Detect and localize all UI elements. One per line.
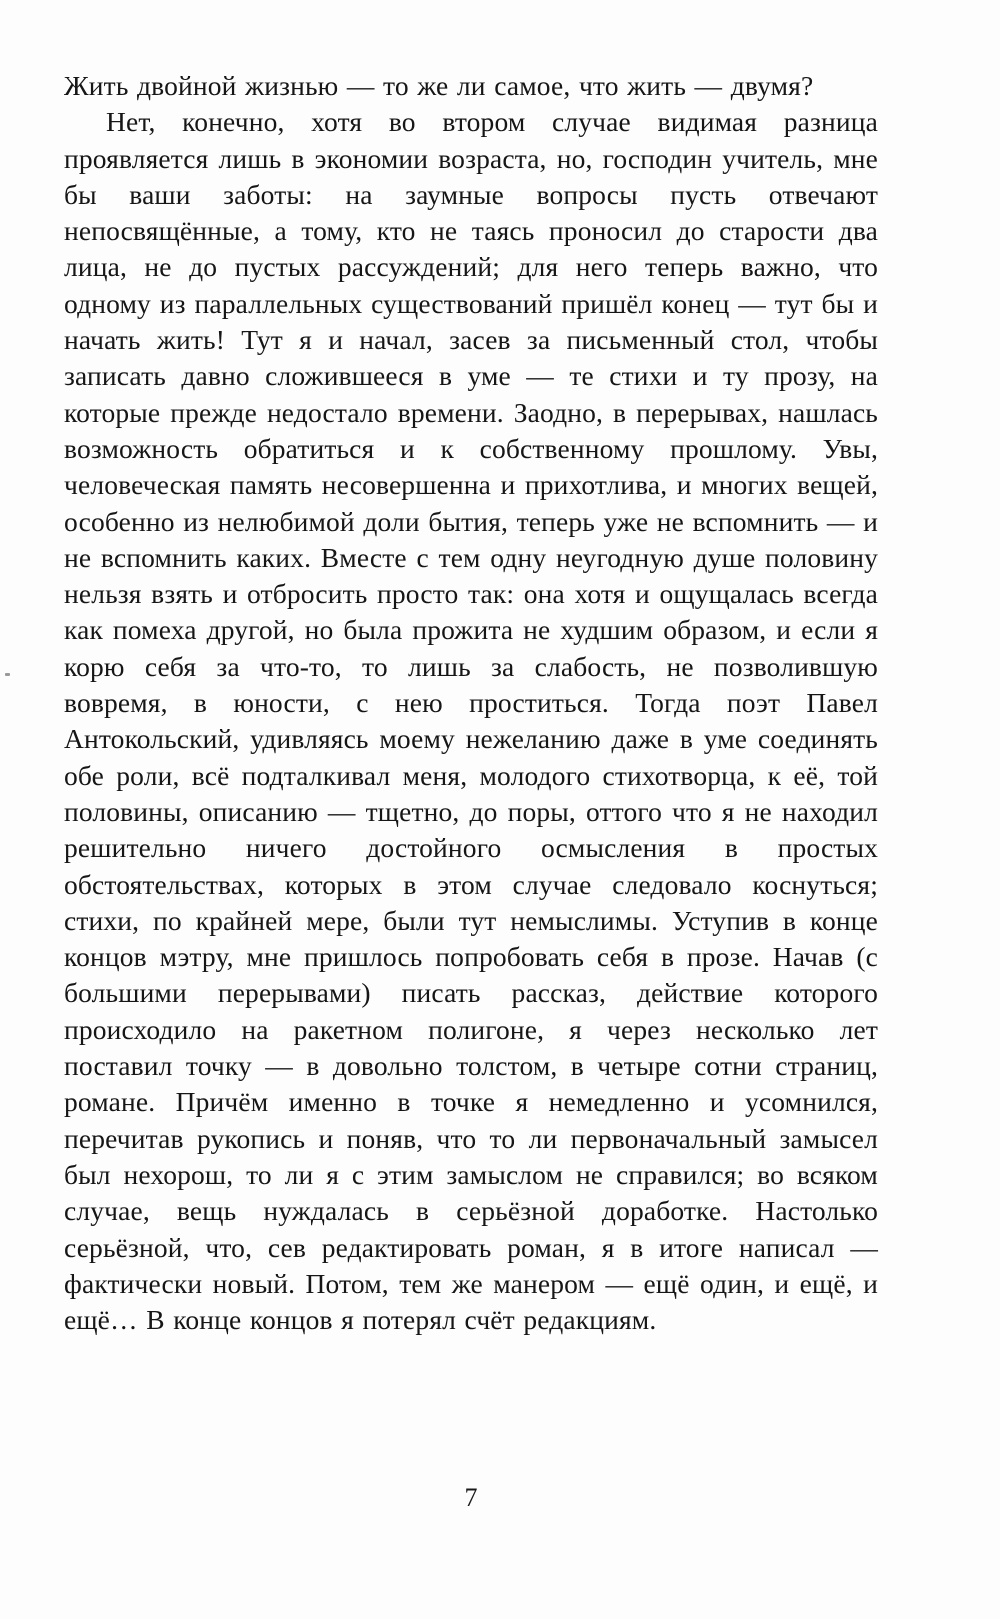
page-number: 7 [464, 1483, 478, 1512]
scan-artifact-mark [5, 673, 10, 676]
text-block [64, 68, 878, 1338]
paragraph-opening-question: Жить двойной жизнью — то же ли самое, что жить — двумя? [64, 70, 814, 101]
paragraph-body: Нет, конечно, хотя во втором случае видимая разница проявляется лишь в экономии возраста, но, господин учитель, мне бы ваши заботы: на заумные вопросы пусть отвечают непосвящённые, а тому, кто не таясь проносил до старости два лица, не до пустых рассуждений; для него теперь важно, что одному из параллельных существований пришёл конец — тут бы и начать жить! Тут я и начал, засев за письменный стол, чтобы записать давно сложившееся в уме — те стихи и ту прозу, на которые прежде недостало времени. Заодно, в перерывах, нашлась возможность обратиться и к собственному прошлому. Увы, человеческая память несовершенна и прихотлива, и многих вещей, особенно из нелюбимой доли бытия, теперь уже не вспомнить — и не вспомнить каких. Вместе с тем одну неугодную душе половину нельзя взять и отбросить просто так: она хотя и ощущалась всегда как помеха другой, но была прожита не худшим образом, и если я корю себя за что-то, то лишь за слабость, не позволившую вовремя, в юности, с нею проститься. Тогда поэт Павел Антокольский, удивляясь моему нежеланию даже в уме соединять обе роли, всё подталкивал меня, молодого стихотворца, к её, той половины, описанию — тщетно, до поры, оттого что я не находил решительно ничего достойного осмысления в простых обстоятельствах, которых в этом случае следовало коснуться; стихи, по крайней мере, были тут немыслимы. Уступив в конце концов мэтру, мне пришлось попробовать себя в прозе. Начав (с большими перерывами) писать рассказ, действие которого происходило на ракетном полигоне, я через несколько лет поставил точку — в довольно толстом, в четыре сотни страниц, романе. Причём именно в точке я немедленно и усомнился, перечитав рукопись и поняв, что то ли первоначальный замысел был нехорош, то ли я с этим замыслом не справился; во всяком случае, вещь нуждалась в серьёзной доработке. Настолько серьёзной, что, сев редактировать роман, я в итоге написал — фактически новый. Потом, тем же манером — ещё один, и ещё, и ещё… В конце концов я потерял счёт редакциям. [64, 106, 878, 1336]
